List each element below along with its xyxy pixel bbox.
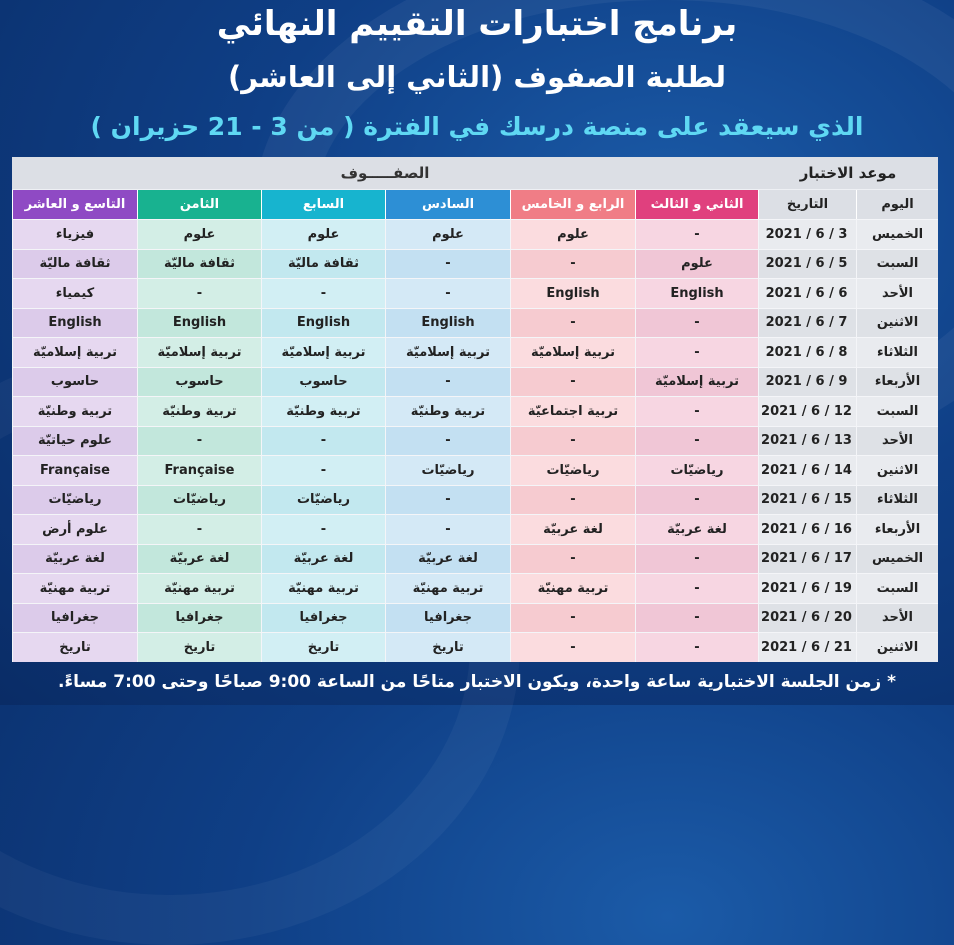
cell-grade-6: لغة عربيّة xyxy=(385,544,510,574)
cell-grade-7: علوم xyxy=(261,219,385,249)
cell-grade-8: Française xyxy=(137,455,261,485)
cell-date: 2021 / 6 / 12 xyxy=(758,396,856,426)
cell-day: الثلاثاء xyxy=(856,337,938,367)
cell-grade-2-3: لغة عربيّة xyxy=(635,514,758,544)
cell-grade-9-10: تربية وطنيّة xyxy=(12,396,137,426)
cell-grade-4-5: تربية اجتماعيّة xyxy=(510,396,635,426)
cell-day: السبت xyxy=(856,573,938,603)
cell-grade-4-5: - xyxy=(510,485,635,515)
cell-grade-8: English xyxy=(137,308,261,338)
cell-grade-2-3: - xyxy=(635,308,758,338)
cell-grade-6: English xyxy=(385,308,510,338)
cell-date: 2021 / 6 / 19 xyxy=(758,573,856,603)
table-row xyxy=(12,308,938,338)
page-title: برنامج اختبارات التقييم النهائي xyxy=(216,4,738,44)
cell-day: الأربعاء xyxy=(856,514,938,544)
table-row xyxy=(12,367,938,397)
cell-day: السبت xyxy=(856,249,938,279)
cell-grade-4-5: - xyxy=(510,544,635,574)
cell-date: 2021 / 6 / 3 xyxy=(758,219,856,249)
cell-grade-2-3: - xyxy=(635,337,758,367)
column-header-grade-9-10: التاسع و العاشر xyxy=(12,190,137,219)
exam-schedule-table xyxy=(12,190,938,662)
cell-grade-9-10: تاريخ xyxy=(12,632,137,662)
cell-day: الخميس xyxy=(856,544,938,574)
column-header-grade-7: السابع xyxy=(261,190,385,219)
cell-date: 2021 / 6 / 9 xyxy=(758,367,856,397)
table-row xyxy=(12,278,938,308)
cell-grade-9-10: تربية إسلاميّة xyxy=(12,337,137,367)
cell-day: الخميس xyxy=(856,219,938,249)
cell-grade-2-3: - xyxy=(635,632,758,662)
table-row xyxy=(12,632,938,662)
cell-grade-2-3: - xyxy=(635,603,758,633)
date-range-subtitle: الذي سيعقد على منصة درسك في الفترة ( من 3 - 21 حزيران ) xyxy=(90,112,864,141)
cell-grade-8: - xyxy=(137,278,261,308)
cell-grade-2-3: رياضيّات xyxy=(635,455,758,485)
column-header-grade-4-5: الرابع و الخامس xyxy=(510,190,635,219)
cell-grade-8: تاريخ xyxy=(137,632,261,662)
schedule-panel xyxy=(12,157,938,660)
cell-date: 2021 / 6 / 15 xyxy=(758,485,856,515)
column-header-day: اليوم xyxy=(856,190,938,219)
table-row xyxy=(12,573,938,603)
cell-grade-9-10: رياضيّات xyxy=(12,485,137,515)
cell-grade-2-3: علوم xyxy=(635,249,758,279)
cell-grade-9-10: فيزياء xyxy=(12,219,137,249)
cell-day: الثلاثاء xyxy=(856,485,938,515)
cell-grade-6: - xyxy=(385,249,510,279)
table-row xyxy=(12,514,938,544)
cell-grade-7: تاريخ xyxy=(261,632,385,662)
cell-day: الاثنين xyxy=(856,455,938,485)
cell-grade-7: تربية إسلاميّة xyxy=(261,337,385,367)
cell-grade-8: رياضيّات xyxy=(137,485,261,515)
footnote: * زمن الجلسة الاختبارية ساعة واحدة، ويكون الاختبار متاحًا من الساعة 9:00 صباحًا وحتى 7:00 مساءً. xyxy=(58,672,896,692)
table-row xyxy=(12,249,938,279)
column-header-grade-8: الثامن xyxy=(137,190,261,219)
cell-grade-8: - xyxy=(137,514,261,544)
cell-grade-8: تربية إسلاميّة xyxy=(137,337,261,367)
cell-day: الأحد xyxy=(856,278,938,308)
cell-grade-4-5: - xyxy=(510,632,635,662)
cell-grade-9-10: حاسوب xyxy=(12,367,137,397)
cell-grade-2-3: - xyxy=(635,426,758,456)
cell-grade-4-5: - xyxy=(510,308,635,338)
cell-grade-4-5: علوم xyxy=(510,219,635,249)
cell-grade-7: جغرافيا xyxy=(261,603,385,633)
cell-day: الاثنين xyxy=(856,308,938,338)
cell-grade-6: علوم xyxy=(385,219,510,249)
cell-date: 2021 / 6 / 5 xyxy=(758,249,856,279)
cell-grade-6: رياضيّات xyxy=(385,455,510,485)
cell-grade-6: تاريخ xyxy=(385,632,510,662)
table-row xyxy=(12,396,938,426)
cell-grade-6: جغرافيا xyxy=(385,603,510,633)
table-row xyxy=(12,455,938,485)
table-row xyxy=(12,485,938,515)
cell-grade-2-3: تربية إسلاميّة xyxy=(635,367,758,397)
cell-grade-7: - xyxy=(261,514,385,544)
cell-grade-4-5: تربية مهنيّة xyxy=(510,573,635,603)
table-row xyxy=(12,544,938,574)
cell-grade-7: - xyxy=(261,455,385,485)
cell-grade-8: تربية وطنيّة xyxy=(137,396,261,426)
cell-grade-8: علوم xyxy=(137,219,261,249)
page-subtitle: لطلبة الصفوف (الثاني إلى العاشر) xyxy=(227,60,727,94)
cell-grade-4-5: - xyxy=(510,426,635,456)
cell-date: 2021 / 6 / 14 xyxy=(758,455,856,485)
cell-grade-6: - xyxy=(385,426,510,456)
cell-date: 2021 / 6 / 21 xyxy=(758,632,856,662)
cell-grade-4-5: English xyxy=(510,278,635,308)
cell-grade-9-10: تربية مهنيّة xyxy=(12,573,137,603)
cell-grade-2-3: - xyxy=(635,485,758,515)
cell-grade-6: تربية إسلاميّة xyxy=(385,337,510,367)
column-header-grade-2-3: الثاني و الثالث xyxy=(635,190,758,219)
table-row xyxy=(12,337,938,367)
cell-date: 2021 / 6 / 20 xyxy=(758,603,856,633)
table-row xyxy=(12,426,938,456)
cell-grade-6: - xyxy=(385,485,510,515)
cell-day: السبت xyxy=(856,396,938,426)
cell-grade-7: رياضيّات xyxy=(261,485,385,515)
cell-grade-9-10: لغة عربيّة xyxy=(12,544,137,574)
cell-grade-9-10: Française xyxy=(12,455,137,485)
cell-grade-8: ثقافة ماليّة xyxy=(137,249,261,279)
table-row xyxy=(12,603,938,633)
cell-grade-9-10: English xyxy=(12,308,137,338)
cell-grade-7: تربية مهنيّة xyxy=(261,573,385,603)
cell-grade-7: ثقافة ماليّة xyxy=(261,249,385,279)
cell-grade-7: English xyxy=(261,308,385,338)
cell-grade-9-10: علوم حياتيّة xyxy=(12,426,137,456)
cell-grade-4-5: - xyxy=(510,603,635,633)
cell-grade-4-5: لغة عربيّة xyxy=(510,514,635,544)
cell-grade-2-3: - xyxy=(635,396,758,426)
cell-grade-6: تربية مهنيّة xyxy=(385,573,510,603)
column-header-date: التاريخ xyxy=(758,190,856,219)
cell-grade-9-10: كيمياء xyxy=(12,278,137,308)
cell-grade-4-5: رياضيّات xyxy=(510,455,635,485)
cell-grade-8: لغة عربيّة xyxy=(137,544,261,574)
cell-grade-6: - xyxy=(385,278,510,308)
exam-date-group-label: موعد الاختبار xyxy=(799,164,897,182)
cell-grade-4-5: - xyxy=(510,249,635,279)
cell-grade-9-10: علوم أرض xyxy=(12,514,137,544)
cell-grade-9-10: جغرافيا xyxy=(12,603,137,633)
cell-day: الأحد xyxy=(856,603,938,633)
cell-day: الأحد xyxy=(856,426,938,456)
table-row xyxy=(12,219,938,249)
cell-grade-8: حاسوب xyxy=(137,367,261,397)
cell-grade-2-3: - xyxy=(635,544,758,574)
cell-grade-6: - xyxy=(385,514,510,544)
cell-grade-4-5: تربية إسلاميّة xyxy=(510,337,635,367)
cell-grade-7: حاسوب xyxy=(261,367,385,397)
cell-grade-2-3: - xyxy=(635,573,758,603)
cell-date: 2021 / 6 / 8 xyxy=(758,337,856,367)
cell-grade-7: - xyxy=(261,426,385,456)
cell-date: 2021 / 6 / 6 xyxy=(758,278,856,308)
table-header-row xyxy=(12,190,938,219)
cell-grade-7: لغة عربيّة xyxy=(261,544,385,574)
grades-group-label: الصفـــــوف xyxy=(340,164,430,182)
cell-grade-7: - xyxy=(261,278,385,308)
table-group-header xyxy=(12,157,938,189)
cell-grade-2-3: English xyxy=(635,278,758,308)
cell-date: 2021 / 6 / 16 xyxy=(758,514,856,544)
cell-date: 2021 / 6 / 17 xyxy=(758,544,856,574)
cell-grade-2-3: - xyxy=(635,219,758,249)
cell-grade-4-5: - xyxy=(510,367,635,397)
cell-date: 2021 / 6 / 7 xyxy=(758,308,856,338)
cell-grade-6: - xyxy=(385,367,510,397)
cell-grade-8: تربية مهنيّة xyxy=(137,573,261,603)
cell-grade-9-10: ثقافة ماليّة xyxy=(12,249,137,279)
cell-day: الاثنين xyxy=(856,632,938,662)
cell-date: 2021 / 6 / 13 xyxy=(758,426,856,456)
cell-grade-8: جغرافيا xyxy=(137,603,261,633)
cell-day: الأربعاء xyxy=(856,367,938,397)
column-header-grade-6: السادس xyxy=(385,190,510,219)
cell-grade-7: تربية وطنيّة xyxy=(261,396,385,426)
cell-grade-8: - xyxy=(137,426,261,456)
cell-grade-6: تربية وطنيّة xyxy=(385,396,510,426)
